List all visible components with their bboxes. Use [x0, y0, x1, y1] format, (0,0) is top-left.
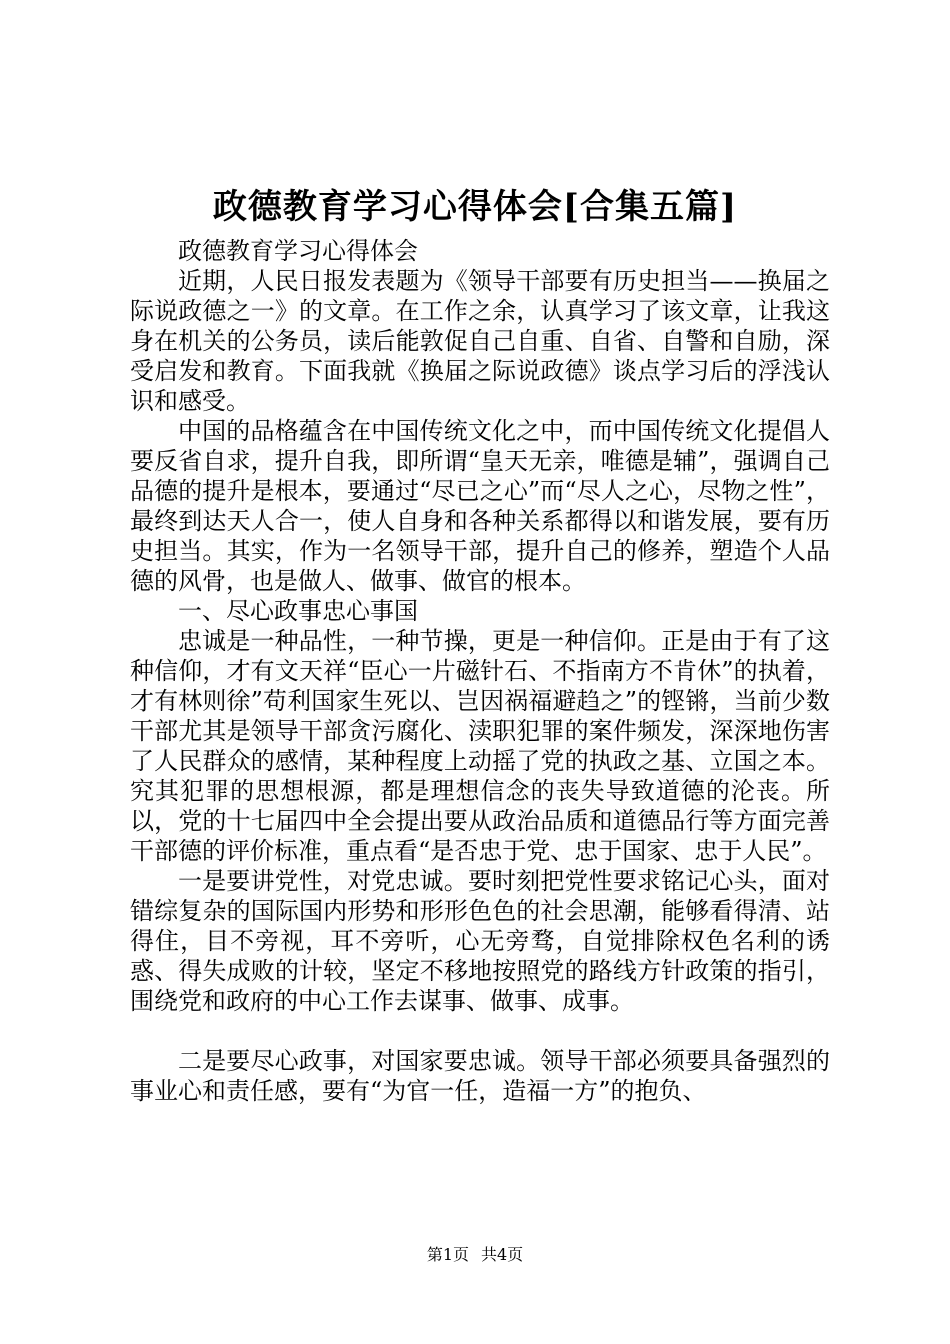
page-total: 共4页 [481, 1245, 524, 1264]
body-paragraph: 近期，人民日报发表题为《领导干部要有历史担当——换届之际说政德之一》的文章。在工作之余，认真学习了该文章，让我这身在机关的公务员，读后能敦促自己自重、自省、自警和自励，深受启发和教育。下面我就《换届之际说政德》谈点学习后的浮浅认识和感受。 [130, 267, 830, 415]
body-paragraph: 二是要尽心政事，对国家要忠诚。领导干部必须要具备强烈的事业心和责任感，要有“为官一任，造福一方”的抱负、 [130, 1047, 830, 1105]
section-heading: 一、尽心政事忠心事国 [178, 597, 418, 625]
page-footer [0, 1244, 950, 1266]
section-heading: 政德教育学习心得体会 [178, 237, 418, 265]
body-paragraph: 一是要讲党性，对党忠诚。要时刻把党性要求铭记心头，面对错综复杂的国际国内形势和形形色色的社会思潮，能够看得清、站得住，目不旁视，耳不旁听，心无旁骛，自觉排除权色名利的诱惑、得失成败的计较，坚定不移地按照党的路线方针政策的指引，围绕党和政府的中心工作去谋事、做事、成事。 [130, 867, 830, 1015]
page-number: 第1页 [426, 1245, 469, 1264]
body-paragraph: 中国的品格蕴含在中国传统文化之中，而中国传统文化提倡人要反省自求，提升自我，即所谓“皇天无亲，唯德是辅”，强调自己品德的提升是根本，要通过“尽已之心”而“尽人之心，尽物之性”，最终到达天人合一，使人自身和各种关系都得以和谐发展，要有历史担当。其实，作为一名领导干部，提升自己的修养，塑造个人品德的风骨，也是做人、做事、做官的根本。 [130, 417, 830, 595]
document-title: 政德教育学习心得体会[合集五篇] [212, 187, 738, 227]
body-paragraph: 忠诚是一种品性，一种节操，更是一种信仰。正是由于有了这种信仰，才有文天祥“臣心一片磁针石、不指南方不肯休”的执着，才有林则徐”苟利国家生死以、岂因祸福避趋之”的铿锵，当前少数干部尤其是领导干部贪污腐化、渎职犯罪的案件频发，深深地伤害了人民群众的感情，某种程度上动摇了党的执政之基、立国之本。究其犯罪的思想根源，都是理想信念的丧失导致道德的沦丧。所以，党的十七届四中全会提出要从政治品质和道德品行等方面完善干部德的评价标准，重点看“是否忠于党、忠于国家、忠于人民”。 [130, 627, 830, 865]
document-body [130, 236, 830, 1106]
